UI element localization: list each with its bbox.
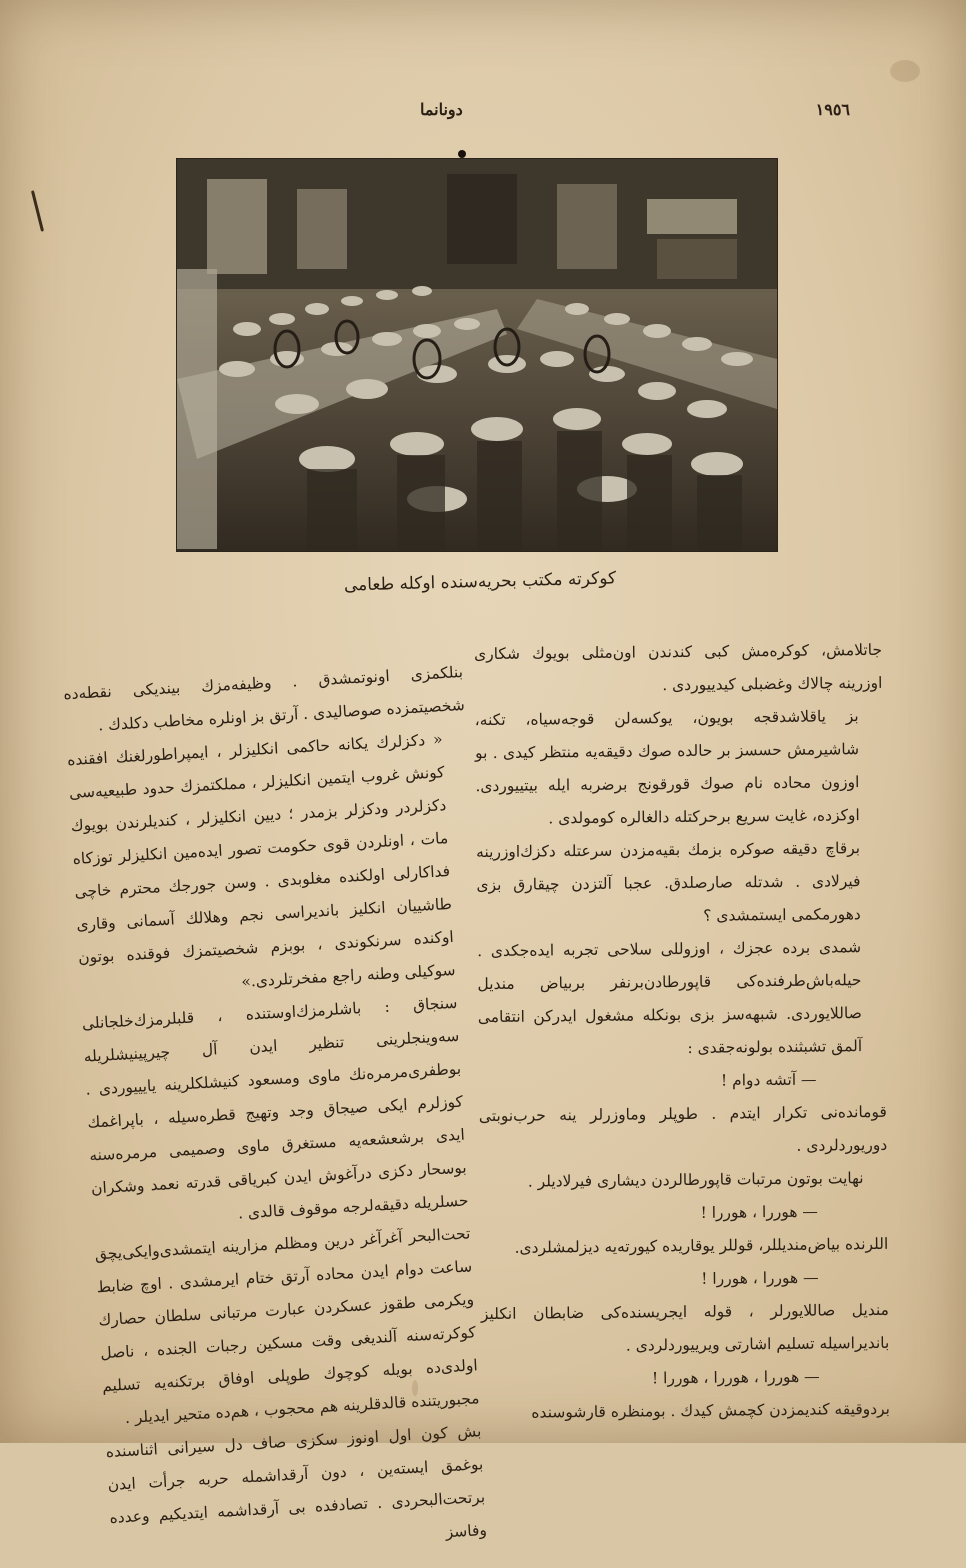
dialog-line: — هوررا ، هوررا ، هوررا ! <box>651 1367 820 1388</box>
text-column-left <box>63 656 512 1568</box>
paragraph: مندیل صاللایورلر ، قوله ایجریسنده‌كی ضابطان انكلیز باندیراسیله تسلیم اشارتی ویریيوردلردی . <box>480 1300 890 1355</box>
journal-name: دونانما <box>420 100 463 119</box>
text-column-right <box>474 634 890 1430</box>
paragraph: « دكزلرك یكانه حاكمی انكلیزلر ، ایمپراطورلغنك افقنده كونش غروب ایتمین انكلیزلر ، مملكتمزك حدود طبیعیه‌سی دكزلردر ودكزلر بزمدر ؛ دیین انكلیزلر ، كندیلرندن بویوك مات ، اونلردن قوی حكومت تصور ایده‌مین انكلیزلر توزكاه فداكارلی اولكنده مغلوبدی . وسن جورجك محترم خاچی طاشییان انكلیز باندیراسی نجم وهلالك آسمانی وقاری اوكنده سرنكوندی ، بوبزم شخصیتمزك فوقنده بوتون سوكیلی وطنه راجع مفخرتلردی.» <box>66 730 457 991</box>
paragraph: جاتلامش، كوكره‌مش كبی كندندن اون‌مثلی بویوك شكاری اوزرینه چالاك وغضبلی كیدیيوردی . <box>473 640 883 695</box>
printers-mark <box>458 150 466 158</box>
dialog-line: — هوررا ، هوررا ! <box>700 1202 818 1222</box>
paragraph: شمدی برده عجزك ، اوزوللی سلاحی تجربه ایده‌جكدی . حیله‌باش‌طرفنده‌كی قاپورطادن‌برنفر بربیاض مندیل صاللایوردی. شبهه‌سز بزی بونكله مشغول ایدركن انتقامی آلمق تشبثنده بولونه‌جقدی : <box>477 938 863 1057</box>
paper-stain <box>412 1380 418 1396</box>
paragraph: تحت‌البحر آغر‌آغر درین ومظلم مزارینه ایتمشدی‌وایكی‌یچق ساعت دوام ایدن محاده آرتق ختام ایرمشدی . اوچ ضابط ویكرمی طقوز عسكردن عبارت مرتبانی سلطان حصارك كوكرته‌سنه آلندیغی وقت مسكین رجبات الجنده ، ناصل اولدی‌ده بویله كوچوك طوپلی اوفاق برتكنه‌یه تسلیم مجبوریتنده قالدقلرینه هم محجوب ، هم‌ده متحیر ایدیلر . <box>94 1224 480 1427</box>
paragraph: بنلكمزی اونوتمشدق . وظیفه‌مزك بیندیكی نقطه‌ده شخصیتمزده صوصالیدی . آرتق بز اونلره مخاطب دكلدك . <box>63 662 466 735</box>
photograph-naval-school-lunch <box>176 158 778 552</box>
page-number: ١٩٥٦ <box>815 100 850 119</box>
page-header <box>120 100 850 130</box>
paragraph: اللرنده بیاض‌مندیللر، قوللر یوقاریده كیورته‌یه دیزلمشلردی. <box>514 1234 889 1257</box>
paragraph: بردوقیقه كندیمزدن كچمش كیدك . بومنظره قارشوسنده <box>531 1399 891 1422</box>
paragraph: قوماندەنی تكرار ایتدم . طوپلر وماوزرلر ینه حرب‌نوبتی دوریوردلردی . <box>478 1102 888 1155</box>
paragraph: برقاچ دقیقه صوكره بزمك بقیه‌مزدن سرعتله دكزك‌اوزرینه فیرلادی . شدتله صارصلدق. عجبا آلتزدن چیقارق بزی دهورمكمی ایستمشدی ؟ <box>476 839 861 925</box>
dialog-line: — آتشه دوام ! <box>720 1070 817 1090</box>
ink-mark <box>31 190 44 231</box>
dialog-line: — هوررا ، هوررا ! <box>701 1268 819 1288</box>
photo-illustration <box>177 159 777 551</box>
paragraph: بش كون اول اونوز سكزی صاف دل سیرانی اثناسنده بوغمق ایسته‌ین ، دون آرقداشمله حربه جرأت ایدن برتحت‌البحردی . تصادفده بی آرقداشمه ایتدیكیم وعدده وفاسز <box>105 1422 488 1542</box>
paper-stain <box>890 60 920 82</box>
photo-caption: كوكرته مكتب بحريه‌سنده اوكله طعامی <box>343 568 617 596</box>
paragraph: بز یاقلاشدقجه بویون، یوكسه‌لن قوجه‌سیاه، تكنه، شاشیرمش حسسز بر حالده صوك دقیقه‌یه منتظر كیدی . بو اوزون محاده نام صوك قورقونج برضربه ایله بیتیيوردی. اوكزده، غایت سریع برحركتله دالغالره كومولدی . <box>474 707 860 828</box>
paragraph: سنجاق : باشلرمزك‌اوستنده ، قلبلرمزك‌خلجانلی سه‌وینجلرینی تنظیر ایدن آل چیرپینیشلریله بوطفری‌مرمرەنك ماوی ومسعود كنیشلكلرینه یاییيوردی . كوزلرم ایكی صیجاق وجد وتهیج قطره‌سیله ، باپراغمك ایدی برشعشعه‌یه مستغرق ماوی وصمیمی مرمره‌سنه بوسحار دكزی درآغوش ایدن كبریاقی قدرته نعمد وشكران حسلریله دقیقه‌لرجه موقوف قالدی . <box>81 993 469 1223</box>
paragraph: نهایت بوتون مرتبات قاپورطالردن دیشاری فیرلادیلر . <box>527 1169 864 1191</box>
